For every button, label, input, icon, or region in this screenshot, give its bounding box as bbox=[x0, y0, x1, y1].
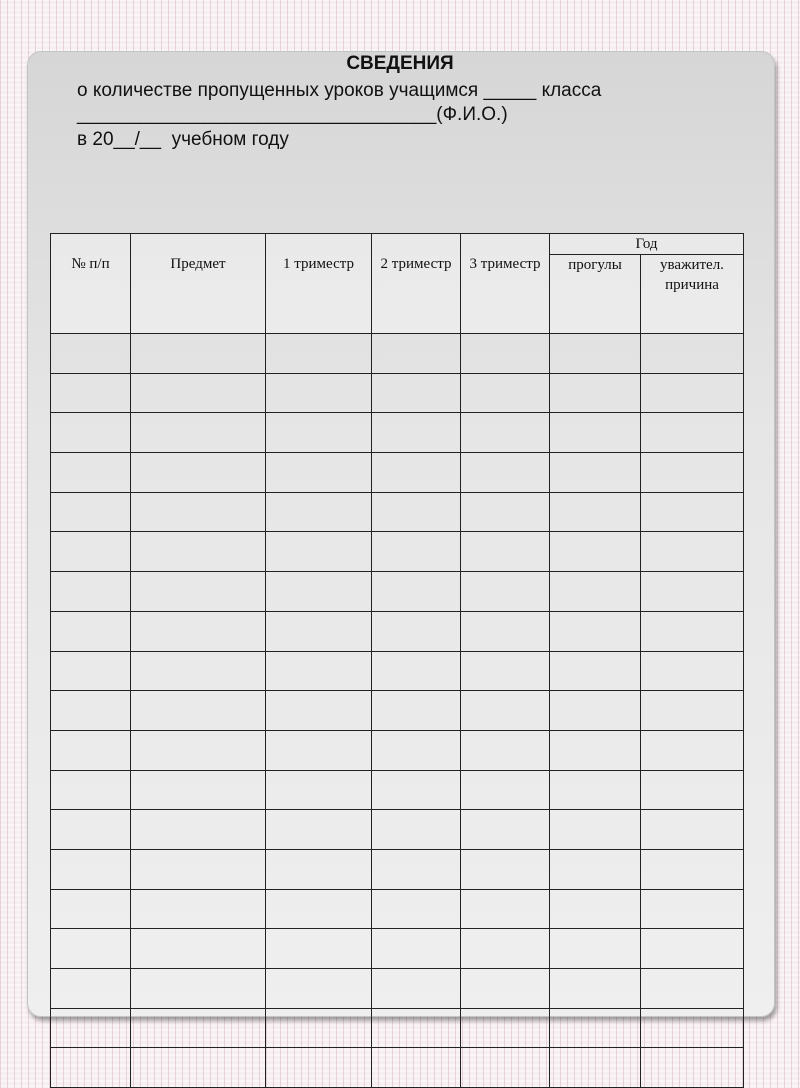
table-cell[interactable] bbox=[550, 334, 641, 374]
table-row bbox=[51, 413, 744, 453]
table-cell[interactable] bbox=[461, 492, 550, 532]
header-trimester-3: 3 триместр bbox=[461, 234, 550, 334]
table-cell[interactable] bbox=[461, 373, 550, 413]
table-cell[interactable] bbox=[641, 770, 744, 810]
table-cell[interactable] bbox=[266, 691, 372, 731]
table-cell[interactable] bbox=[461, 413, 550, 453]
table-cell[interactable] bbox=[641, 413, 744, 453]
table-cell[interactable] bbox=[461, 889, 550, 929]
table-cell[interactable] bbox=[372, 691, 461, 731]
table-row bbox=[51, 929, 744, 969]
table-cell[interactable] bbox=[550, 730, 641, 770]
table-cell[interactable] bbox=[51, 532, 131, 572]
table-cell[interactable] bbox=[51, 572, 131, 612]
table-row bbox=[51, 651, 744, 691]
table-row bbox=[51, 969, 744, 1009]
table-row bbox=[51, 373, 744, 413]
table-cell[interactable] bbox=[461, 532, 550, 572]
table-cell[interactable] bbox=[266, 1048, 372, 1088]
table-cell[interactable] bbox=[641, 373, 744, 413]
table-cell[interactable] bbox=[266, 770, 372, 810]
table-cell[interactable] bbox=[641, 572, 744, 612]
table-cell[interactable] bbox=[550, 849, 641, 889]
table-cell[interactable] bbox=[372, 453, 461, 493]
class-line: о количестве пропущенных уроков учащимся _____ класса bbox=[77, 80, 602, 101]
table-cell[interactable] bbox=[372, 889, 461, 929]
table-row bbox=[51, 611, 744, 651]
table-cell[interactable] bbox=[461, 334, 550, 374]
table-cell[interactable] bbox=[51, 691, 131, 731]
table-cell[interactable] bbox=[372, 1048, 461, 1088]
table-cell[interactable] bbox=[131, 572, 266, 612]
table-cell[interactable] bbox=[550, 453, 641, 493]
table-cell[interactable] bbox=[51, 1008, 131, 1048]
table-cell[interactable] bbox=[550, 969, 641, 1009]
table-cell[interactable] bbox=[461, 730, 550, 770]
table-cell[interactable] bbox=[550, 1048, 641, 1088]
table-cell[interactable] bbox=[641, 651, 744, 691]
table-cell[interactable] bbox=[131, 611, 266, 651]
table-cell[interactable] bbox=[550, 929, 641, 969]
table-cell[interactable] bbox=[372, 373, 461, 413]
table-cell[interactable] bbox=[461, 1008, 550, 1048]
table-cell[interactable] bbox=[641, 929, 744, 969]
table-cell[interactable] bbox=[266, 810, 372, 850]
table-row bbox=[51, 691, 744, 731]
table-cell[interactable] bbox=[131, 849, 266, 889]
table-cell[interactable] bbox=[461, 770, 550, 810]
table-cell[interactable] bbox=[266, 929, 372, 969]
document-title: СВЕДЕНИЯ bbox=[346, 53, 454, 74]
table-cell[interactable] bbox=[372, 770, 461, 810]
table-cell[interactable] bbox=[131, 889, 266, 929]
table-cell[interactable] bbox=[461, 1048, 550, 1088]
table-cell[interactable] bbox=[266, 651, 372, 691]
table-cell[interactable] bbox=[372, 572, 461, 612]
table-cell[interactable] bbox=[641, 691, 744, 731]
table-cell[interactable] bbox=[641, 334, 744, 374]
table-cell[interactable] bbox=[461, 453, 550, 493]
table-cell[interactable] bbox=[461, 691, 550, 731]
table-cell[interactable] bbox=[131, 532, 266, 572]
table-cell[interactable] bbox=[641, 730, 744, 770]
table-cell[interactable] bbox=[550, 532, 641, 572]
table-cell[interactable] bbox=[131, 929, 266, 969]
header-num: № п/п bbox=[51, 234, 131, 334]
table-cell[interactable] bbox=[372, 1008, 461, 1048]
table-row bbox=[51, 532, 744, 572]
table-cell[interactable] bbox=[131, 651, 266, 691]
table-cell[interactable] bbox=[641, 611, 744, 651]
table-cell[interactable] bbox=[372, 929, 461, 969]
table-cell[interactable] bbox=[372, 532, 461, 572]
table-cell[interactable] bbox=[51, 373, 131, 413]
header-excused: уважител. причина bbox=[641, 255, 744, 334]
table-cell[interactable] bbox=[641, 453, 744, 493]
table-cell[interactable] bbox=[266, 373, 372, 413]
header-truancy: прогулы bbox=[550, 255, 641, 334]
table-cell[interactable] bbox=[550, 492, 641, 532]
table-cell[interactable] bbox=[461, 810, 550, 850]
table-cell[interactable] bbox=[131, 969, 266, 1009]
table-cell[interactable] bbox=[51, 651, 131, 691]
table-cell[interactable] bbox=[550, 691, 641, 731]
table-cell[interactable] bbox=[266, 532, 372, 572]
table-cell[interactable] bbox=[461, 969, 550, 1009]
table-cell[interactable] bbox=[550, 413, 641, 453]
table-cell[interactable] bbox=[51, 730, 131, 770]
table-cell[interactable] bbox=[266, 889, 372, 929]
table-cell[interactable] bbox=[266, 492, 372, 532]
table-cell[interactable] bbox=[51, 810, 131, 850]
table-cell[interactable] bbox=[641, 492, 744, 532]
table-row bbox=[51, 453, 744, 493]
table-cell[interactable] bbox=[266, 453, 372, 493]
header-year: Год bbox=[550, 234, 744, 255]
table-cell[interactable] bbox=[131, 770, 266, 810]
table-cell[interactable] bbox=[372, 492, 461, 532]
table-cell[interactable] bbox=[51, 969, 131, 1009]
table-row bbox=[51, 492, 744, 532]
table-cell[interactable] bbox=[372, 969, 461, 1009]
table-cell[interactable] bbox=[51, 1048, 131, 1088]
table-cell[interactable] bbox=[51, 611, 131, 651]
table-cell[interactable] bbox=[131, 730, 266, 770]
table-row bbox=[51, 770, 744, 810]
table-cell[interactable] bbox=[51, 334, 131, 374]
table-cell[interactable] bbox=[372, 810, 461, 850]
table-cell[interactable] bbox=[641, 1008, 744, 1048]
table-cell[interactable] bbox=[641, 1048, 744, 1088]
table-row bbox=[51, 810, 744, 850]
table-row bbox=[51, 1048, 744, 1088]
table-cell[interactable] bbox=[461, 849, 550, 889]
table-row bbox=[51, 334, 744, 374]
header-subject: Предмет bbox=[131, 234, 266, 334]
student-name-line: __________________________________(Ф.И.О.) bbox=[77, 104, 508, 125]
table-cell[interactable] bbox=[51, 453, 131, 493]
table-cell[interactable] bbox=[461, 611, 550, 651]
table-cell[interactable] bbox=[372, 849, 461, 889]
table-cell[interactable] bbox=[131, 1008, 266, 1048]
table-cell[interactable] bbox=[131, 373, 266, 413]
table-cell[interactable] bbox=[550, 1008, 641, 1048]
table-cell[interactable] bbox=[550, 770, 641, 810]
table-cell[interactable] bbox=[372, 651, 461, 691]
header-trimester-1: 1 триместр bbox=[266, 234, 372, 334]
table-cell[interactable] bbox=[266, 849, 372, 889]
table-cell[interactable] bbox=[550, 651, 641, 691]
absence-table bbox=[50, 233, 744, 1088]
table-cell[interactable] bbox=[51, 849, 131, 889]
table-cell[interactable] bbox=[266, 611, 372, 651]
table-cell[interactable] bbox=[550, 889, 641, 929]
table-cell[interactable] bbox=[372, 611, 461, 651]
table-cell[interactable] bbox=[641, 532, 744, 572]
table-cell[interactable] bbox=[131, 334, 266, 374]
table-cell[interactable] bbox=[641, 889, 744, 929]
table-cell[interactable] bbox=[641, 969, 744, 1009]
table-cell[interactable] bbox=[51, 413, 131, 453]
table-cell[interactable] bbox=[51, 889, 131, 929]
table-cell[interactable] bbox=[51, 929, 131, 969]
table-cell[interactable] bbox=[461, 572, 550, 612]
table-cell[interactable] bbox=[550, 373, 641, 413]
table-cell[interactable] bbox=[372, 334, 461, 374]
table-cell[interactable] bbox=[550, 611, 641, 651]
table-cell[interactable] bbox=[266, 413, 372, 453]
table-cell[interactable] bbox=[461, 651, 550, 691]
table-cell[interactable] bbox=[461, 929, 550, 969]
table-cell[interactable] bbox=[131, 1048, 266, 1088]
header-trimester-2: 2 триместр bbox=[372, 234, 461, 334]
table-row bbox=[51, 889, 744, 929]
table-row bbox=[51, 730, 744, 770]
table-row bbox=[51, 572, 744, 612]
table-row bbox=[51, 849, 744, 889]
school-year-line: в 20__/__ учебном году bbox=[77, 129, 289, 150]
table-cell[interactable] bbox=[131, 413, 266, 453]
table-cell[interactable] bbox=[641, 810, 744, 850]
table-cell[interactable] bbox=[266, 1008, 372, 1048]
table-cell[interactable] bbox=[550, 572, 641, 612]
table-cell[interactable] bbox=[131, 810, 266, 850]
table-cell[interactable] bbox=[131, 691, 266, 731]
table-cell[interactable] bbox=[51, 770, 131, 810]
table-cell[interactable] bbox=[131, 492, 266, 532]
table-cell[interactable] bbox=[51, 492, 131, 532]
table-cell[interactable] bbox=[266, 730, 372, 770]
table-cell[interactable] bbox=[372, 730, 461, 770]
table-cell[interactable] bbox=[266, 572, 372, 612]
table-cell[interactable] bbox=[372, 413, 461, 453]
table-row bbox=[51, 1008, 744, 1048]
table-cell[interactable] bbox=[550, 810, 641, 850]
table-cell[interactable] bbox=[266, 334, 372, 374]
table-cell[interactable] bbox=[641, 849, 744, 889]
table-cell[interactable] bbox=[131, 453, 266, 493]
table-cell[interactable] bbox=[266, 969, 372, 1009]
